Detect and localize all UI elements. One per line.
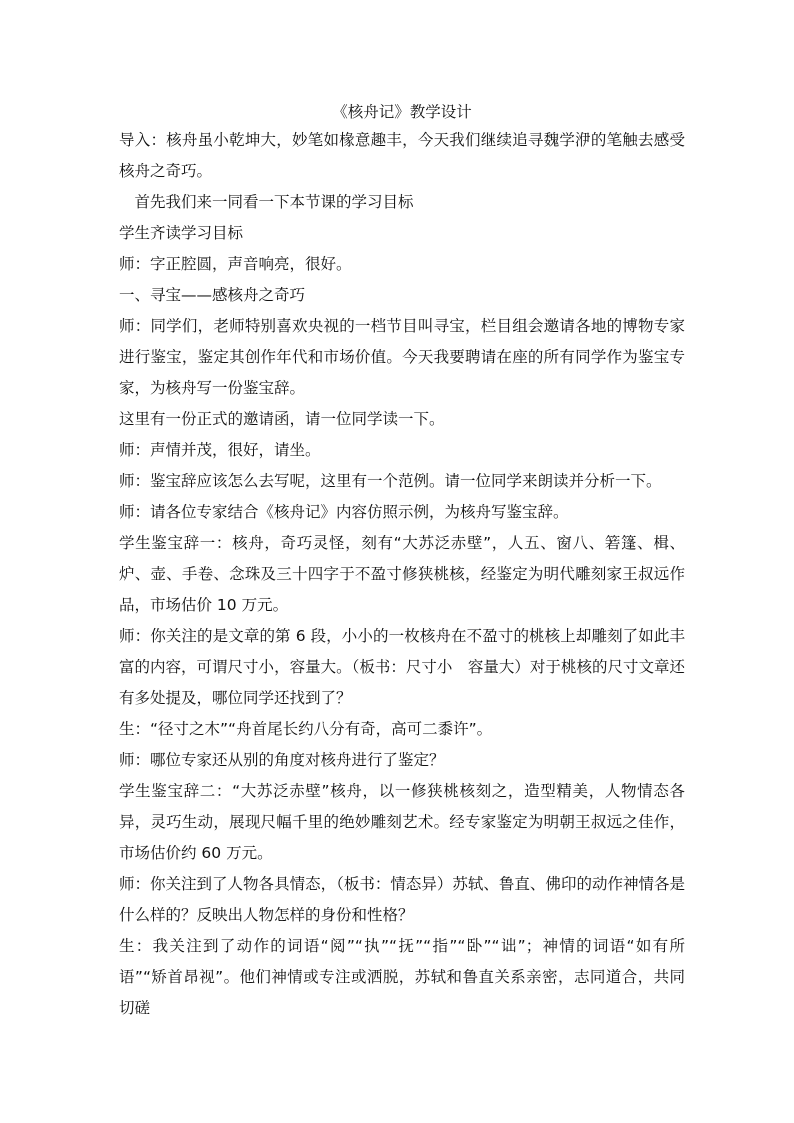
paragraph-student-words: 生：我关注到了动作的词语“阅”“执”“抚”“指”“卧”“诎”；神情的词语“如有所语”“矫首昂视”。他们神情或专注或洒脱，苏轼和鲁直关系亲密，志同道合，共同切磋 [119, 937, 685, 1017]
paragraph-teacher-praise: 师：字正腔圆，声音响亮，很好。 [119, 255, 352, 273]
paragraph-task: 师：请各位专家结合《核舟记》内容仿照示例，为核舟写鉴宝辞。 [119, 503, 569, 521]
paragraph-intro: 导入：核舟虽小乾坤大，妙笔如椽意趣丰，今天我们继续追寻魏学洢的笔触去感受核舟之奇巧。 [119, 131, 685, 180]
paragraph-teacher-figures: 师：你关注到了人物各具情态，（板书：情态异）苏轼、鲁直、佛印的动作神情各是什么样的？反映出人物怎样的身份和性格？ [119, 875, 685, 924]
document-body [119, 99, 685, 1024]
paragraph-student-appraisal-2: 学生鉴宝辞二：“大苏泛赤壁”核舟，以一修狭桃核刻之，造型精美，人物情态各异，灵巧生动，展现尺幅千里的绝妙雕刻艺术。经专家鉴定为明朝王叔远之佳作，市场估价约 60 万元。 [119, 782, 685, 862]
paragraph-teacher-question: 师：哪位专家还从别的角度对核舟进行了鉴定？ [119, 751, 445, 769]
paragraph-example: 师：鉴宝辞应该怎么去写呢，这里有一个范例。请一位同学来朗读并分析一下。 [119, 472, 662, 490]
paragraph-objectives: 首先我们来一同看一下本节课的学习目标 [134, 193, 414, 211]
paragraph-student-answer: 生：“径寸之木”“舟首尾长约八分有奇，高可二黍许”。 [119, 720, 493, 738]
paragraph-read-objectives: 学生齐读学习目标 [119, 224, 244, 242]
paragraph-teacher-intro: 师：同学们，老师特别喜欢央视的一档节目叫寻宝，栏目组会邀请各地的博物专家进行鉴宝，鉴定其创作年代和市场价值。今天我要聘请在座的所有同学作为鉴宝专家，为核舟写一份鉴宝辞。 [119, 317, 685, 397]
document-title: 《核舟记》教学设计 [332, 103, 472, 121]
paragraph-invitation: 这里有一份正式的邀请函，请一位同学读一下。 [119, 410, 445, 428]
paragraph-teacher-paragraph-6: 师：你关注的是文章的第 6 段，小小的一枚核舟在不盈寸的桃核上却雕刻了如此丰富的内容，可谓尺寸小，容量大。（板书：尺寸小 容量大）对于桃核的尺寸文章还有多处提及，哪位同学还找到了？ [119, 627, 685, 707]
paragraph-student-appraisal-1: 学生鉴宝辞一：核舟，奇巧灵怪，刻有“大苏泛赤壁”，人五、窗八、箬篷、楫、炉、壶、手卷、念珠及三十四字于不盈寸修狭桃核，经鉴定为明代雕刻家王叔远作品，市场估价 10 万元。 [119, 534, 685, 614]
section-heading: 一、寻宝——感核舟之奇巧 [119, 286, 306, 304]
paragraph-teacher-sit: 师：声情并茂，很好，请坐。 [119, 441, 321, 459]
